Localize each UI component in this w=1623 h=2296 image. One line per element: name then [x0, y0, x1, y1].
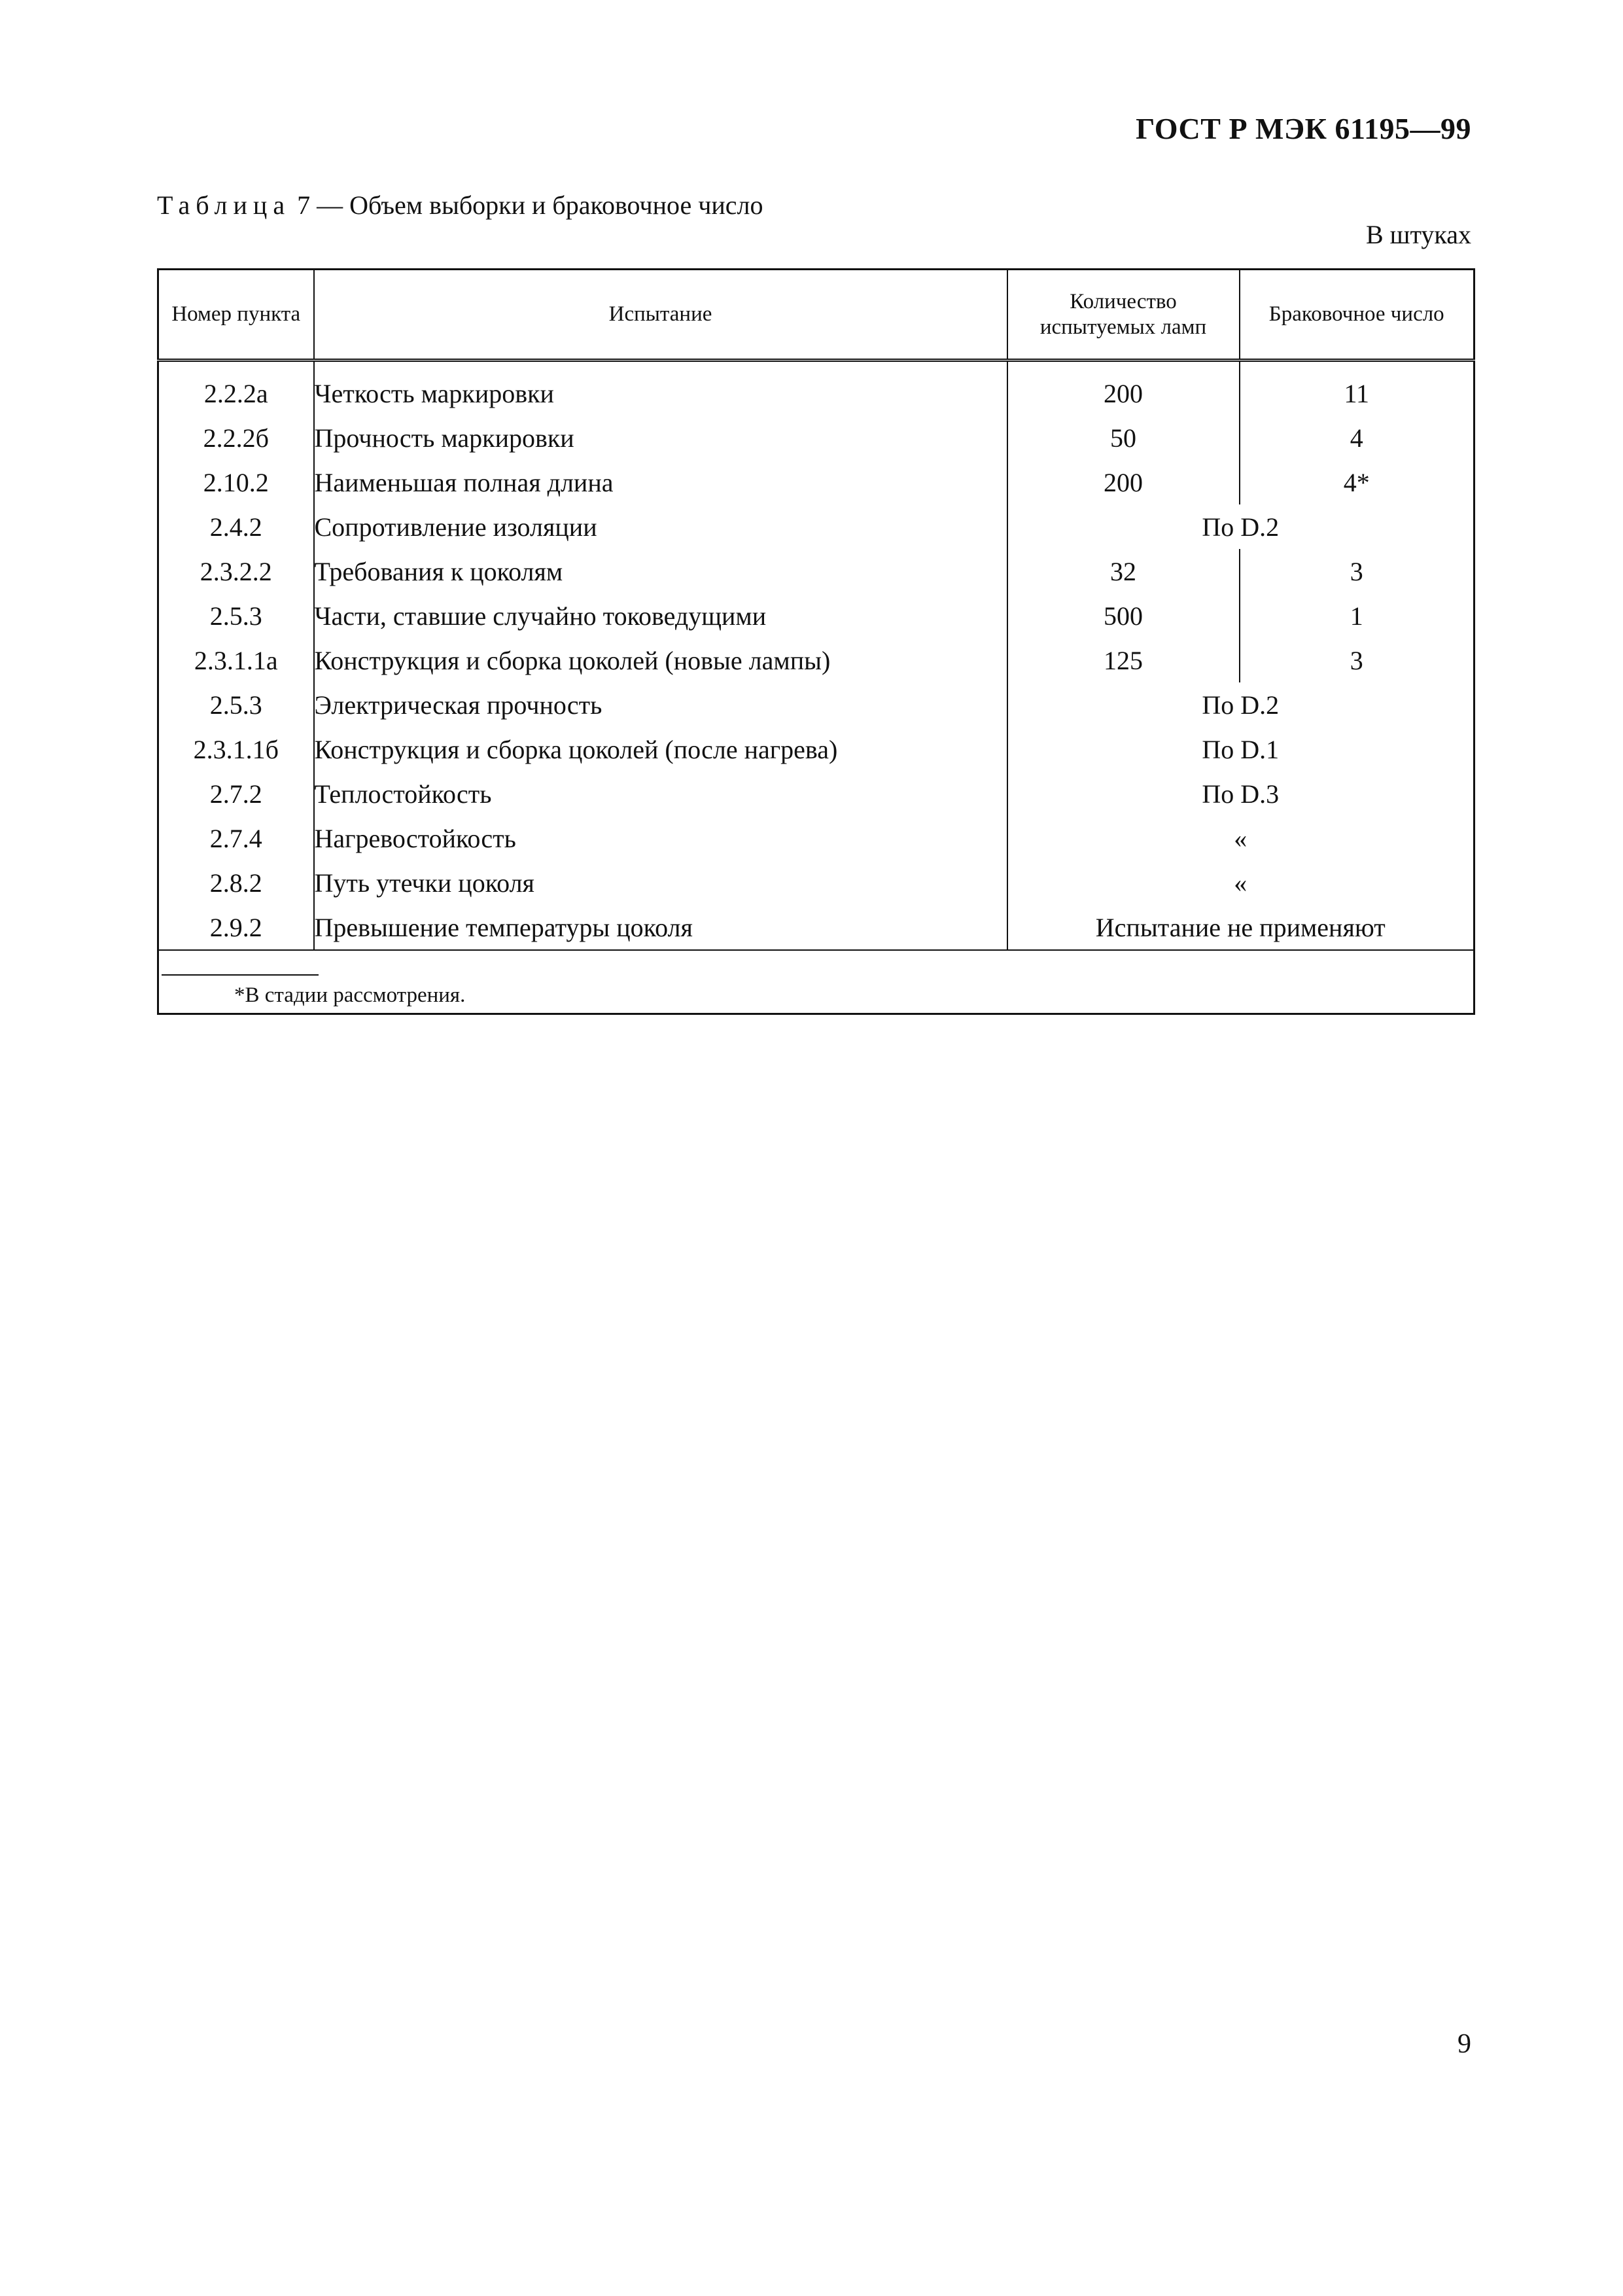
table-row	[158, 593, 1475, 638]
table-footnote-row	[158, 950, 1475, 1014]
row-test: Электрическая прочность	[314, 682, 1007, 727]
row-merged-value: По D.1	[1202, 734, 1280, 764]
footnote-text: *В стадии рассмотрения.	[234, 983, 466, 1007]
row-test: Части, ставшие случайно токоведущими	[314, 593, 1007, 638]
row-reject: 1	[1350, 601, 1363, 631]
table-row	[158, 682, 1475, 727]
table-units: В штуках	[1365, 220, 1471, 249]
row-number: 2.7.2	[158, 771, 314, 816]
row-merged-value: По D.2	[1202, 512, 1280, 542]
row-count: 125	[1007, 638, 1240, 682]
table-caption-label: Таблица	[157, 190, 291, 220]
row-number: 2.4.2	[158, 504, 314, 549]
table-header-row	[158, 270, 1475, 361]
row-number: 2.3.2.2	[158, 549, 314, 593]
row-number: 2.3.1.1б	[158, 727, 314, 771]
footnote-rule	[162, 974, 319, 976]
row-test: Наименьшая полная длина	[314, 460, 1007, 504]
row-number: 2.7.4	[158, 816, 314, 860]
row-reject: 4	[1350, 423, 1363, 453]
row-number: 2.5.3	[158, 593, 314, 638]
page-number: 9	[1457, 2029, 1471, 2059]
row-number: 2.8.2	[158, 860, 314, 905]
row-merged-value: Испытание не применяют	[1095, 912, 1386, 942]
table-caption	[157, 190, 763, 221]
row-number: 2.3.1.1а	[158, 638, 314, 682]
row-number: 2.2.2а	[158, 361, 314, 416]
document-code: ГОСТ Р МЭК 61195—99	[1136, 112, 1471, 145]
table-row	[158, 638, 1475, 682]
row-merged-value: «	[1234, 868, 1248, 898]
row-test: Путь утечки цоколя	[314, 860, 1007, 905]
table-row	[158, 727, 1475, 771]
row-number: 2.10.2	[158, 460, 314, 504]
row-count: 200	[1007, 460, 1240, 504]
table-row	[158, 415, 1475, 460]
table-row	[158, 860, 1475, 905]
row-merged-value: «	[1234, 823, 1248, 853]
row-merged-value: По D.2	[1202, 690, 1280, 720]
table-body	[158, 361, 1475, 1014]
row-test: Конструкция и сборка цоколей (новые лампы)	[314, 638, 1007, 682]
row-number: 2.9.2	[158, 905, 314, 950]
table-row	[158, 905, 1475, 950]
row-count: 500	[1007, 593, 1240, 638]
row-merged-value: По D.3	[1202, 779, 1280, 809]
table-row	[158, 460, 1475, 504]
table-row	[158, 771, 1475, 816]
table-row	[158, 504, 1475, 549]
row-count: 200	[1007, 361, 1240, 416]
row-number: 2.5.3	[158, 682, 314, 727]
row-test: Теплостойкость	[314, 771, 1007, 816]
row-test: Четкость маркировки	[314, 361, 1007, 416]
row-test: Прочность маркировки	[314, 415, 1007, 460]
table-row	[158, 549, 1475, 593]
row-reject: 4*	[1343, 467, 1370, 497]
table-caption-text: 7 — Объем выборки и браковочное число	[290, 190, 763, 220]
row-test: Требования к цоколям	[314, 549, 1007, 593]
row-reject: 3	[1350, 556, 1363, 586]
column-header-reject: Браковочное число	[1240, 270, 1475, 361]
table-row	[158, 361, 1475, 416]
row-count: 32	[1007, 549, 1240, 593]
row-reject: 11	[1344, 378, 1369, 408]
row-test: Превышение температуры цоколя	[314, 905, 1007, 950]
column-header-num: Номер пункта	[158, 270, 314, 361]
row-count: 50	[1007, 415, 1240, 460]
row-number: 2.2.2б	[158, 415, 314, 460]
sampling-table	[157, 268, 1475, 1015]
row-test: Нагревостойкость	[314, 816, 1007, 860]
row-reject: 3	[1350, 645, 1363, 675]
column-header-count: Количество испытуемых ламп	[1007, 270, 1240, 361]
row-test: Конструкция и сборка цоколей (после нагрева)	[314, 727, 1007, 771]
row-test: Сопротивление изоляции	[314, 504, 1007, 549]
column-header-test: Испытание	[314, 270, 1007, 361]
table-row	[158, 816, 1475, 860]
table-footnote-cell	[158, 950, 1475, 1014]
